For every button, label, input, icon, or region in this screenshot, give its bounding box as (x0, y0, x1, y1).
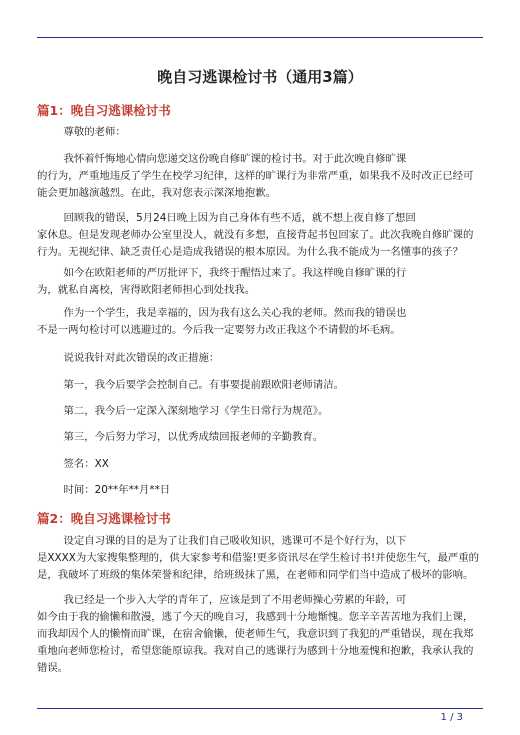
salutation: 尊敬的老师： (37, 126, 126, 138)
footer-rule (37, 708, 483, 709)
paragraph-6: 第一，我今后要学会控制自己。有事要提前跟欧阳老师请洁。 (37, 379, 344, 391)
paragraph-10: 我已经是一个步入大学的青年了，应该是到了不用老师操心劳累的年龄，可 如今由于我的偷懒和散漫，逃了今天的晚自习，我感到十分地惭愧。您辛辛苦苦地为我们上课， 而我却因个人的懒惰而旷课，在宿舍偷懒，使老师生气，我意识到了我犯的严重错误，现在我郑 重地向老师您检讨，希望您能原谅我。我对自己的逃课行为感到十分地羞愧和抱歉，我承认我的 错误。 (37, 594, 474, 674)
paragraph-8: 第三，今后努力学习，以优秀成绩回报老师的辛勤教育。 (37, 431, 324, 443)
paragraph-2: 回顾我的错误，5月24日晚上因为自己身体有些不适，就不想上夜自修了想回 家休息。但是发现老师办公室里没人，就没有多想，直接背起书包回家了。此次我晚自修旷课的 行为。无视纪律、缺乏责任心是造成我错误的根本原因。为什么我不能成为一名懂事的孩子？ (37, 212, 474, 258)
date-line: 时间：20**年**月**日 (37, 484, 171, 496)
section-1-heading: 篇1：晚自习逃课检讨书 (37, 103, 171, 118)
signature: 签名：XX (37, 458, 109, 470)
section-2-heading: 篇2：晚自习逃课检讨书 (37, 511, 171, 526)
paragraph-9: 设定自习课的目的是为了让我们自己吸收知识，逃课可不是个好行为，以下 是XXXX为大家搜集整理的，供大家参考和借鉴!更多资讯尽在学生检讨书!并使您生气，最严重的 是，我破坏了班级的集体荣誉和纪律，给班级抹了黑，在老师和同学们当中造成了极坏的影响。 (37, 535, 480, 581)
page-indicator: 1 / 3 (440, 712, 463, 723)
paragraph-5: 说说我针对此次错误的改正措施： (37, 352, 220, 364)
document-title: 晚自习逃课检讨书（通用3篇） (157, 68, 363, 86)
paragraph-1: 我怀着忏悔地心情向您递交这份晚自修旷课的检讨书。对于此次晚自修旷课 的行为，严重地违反了学生在校学习纪律，这样的旷课行为非常严重，如果我不及时改正已经可 能会更加越演越烈。在此，我对您表示深深地抱歉。 (37, 153, 474, 199)
paragraph-7: 第二，我今后一定深入深刻地学习《学生日常行为规范》。 (37, 405, 329, 417)
paragraph-4: 作为一个学生，我是幸福的，因为我有这么关心我的老师。然而我的错误也 不是一两句检讨可以逃避过的。今后我一定要努力改正我这个不请假的坏毛病。 (37, 307, 407, 336)
paragraph-3: 如今在欧阳老师的严厉批评下，我终于醒悟过来了。我这样晚自修旷课的行 为，就私自离校，害得欧阳老师担心到处找我。 (37, 267, 407, 296)
header-rule (37, 37, 483, 38)
